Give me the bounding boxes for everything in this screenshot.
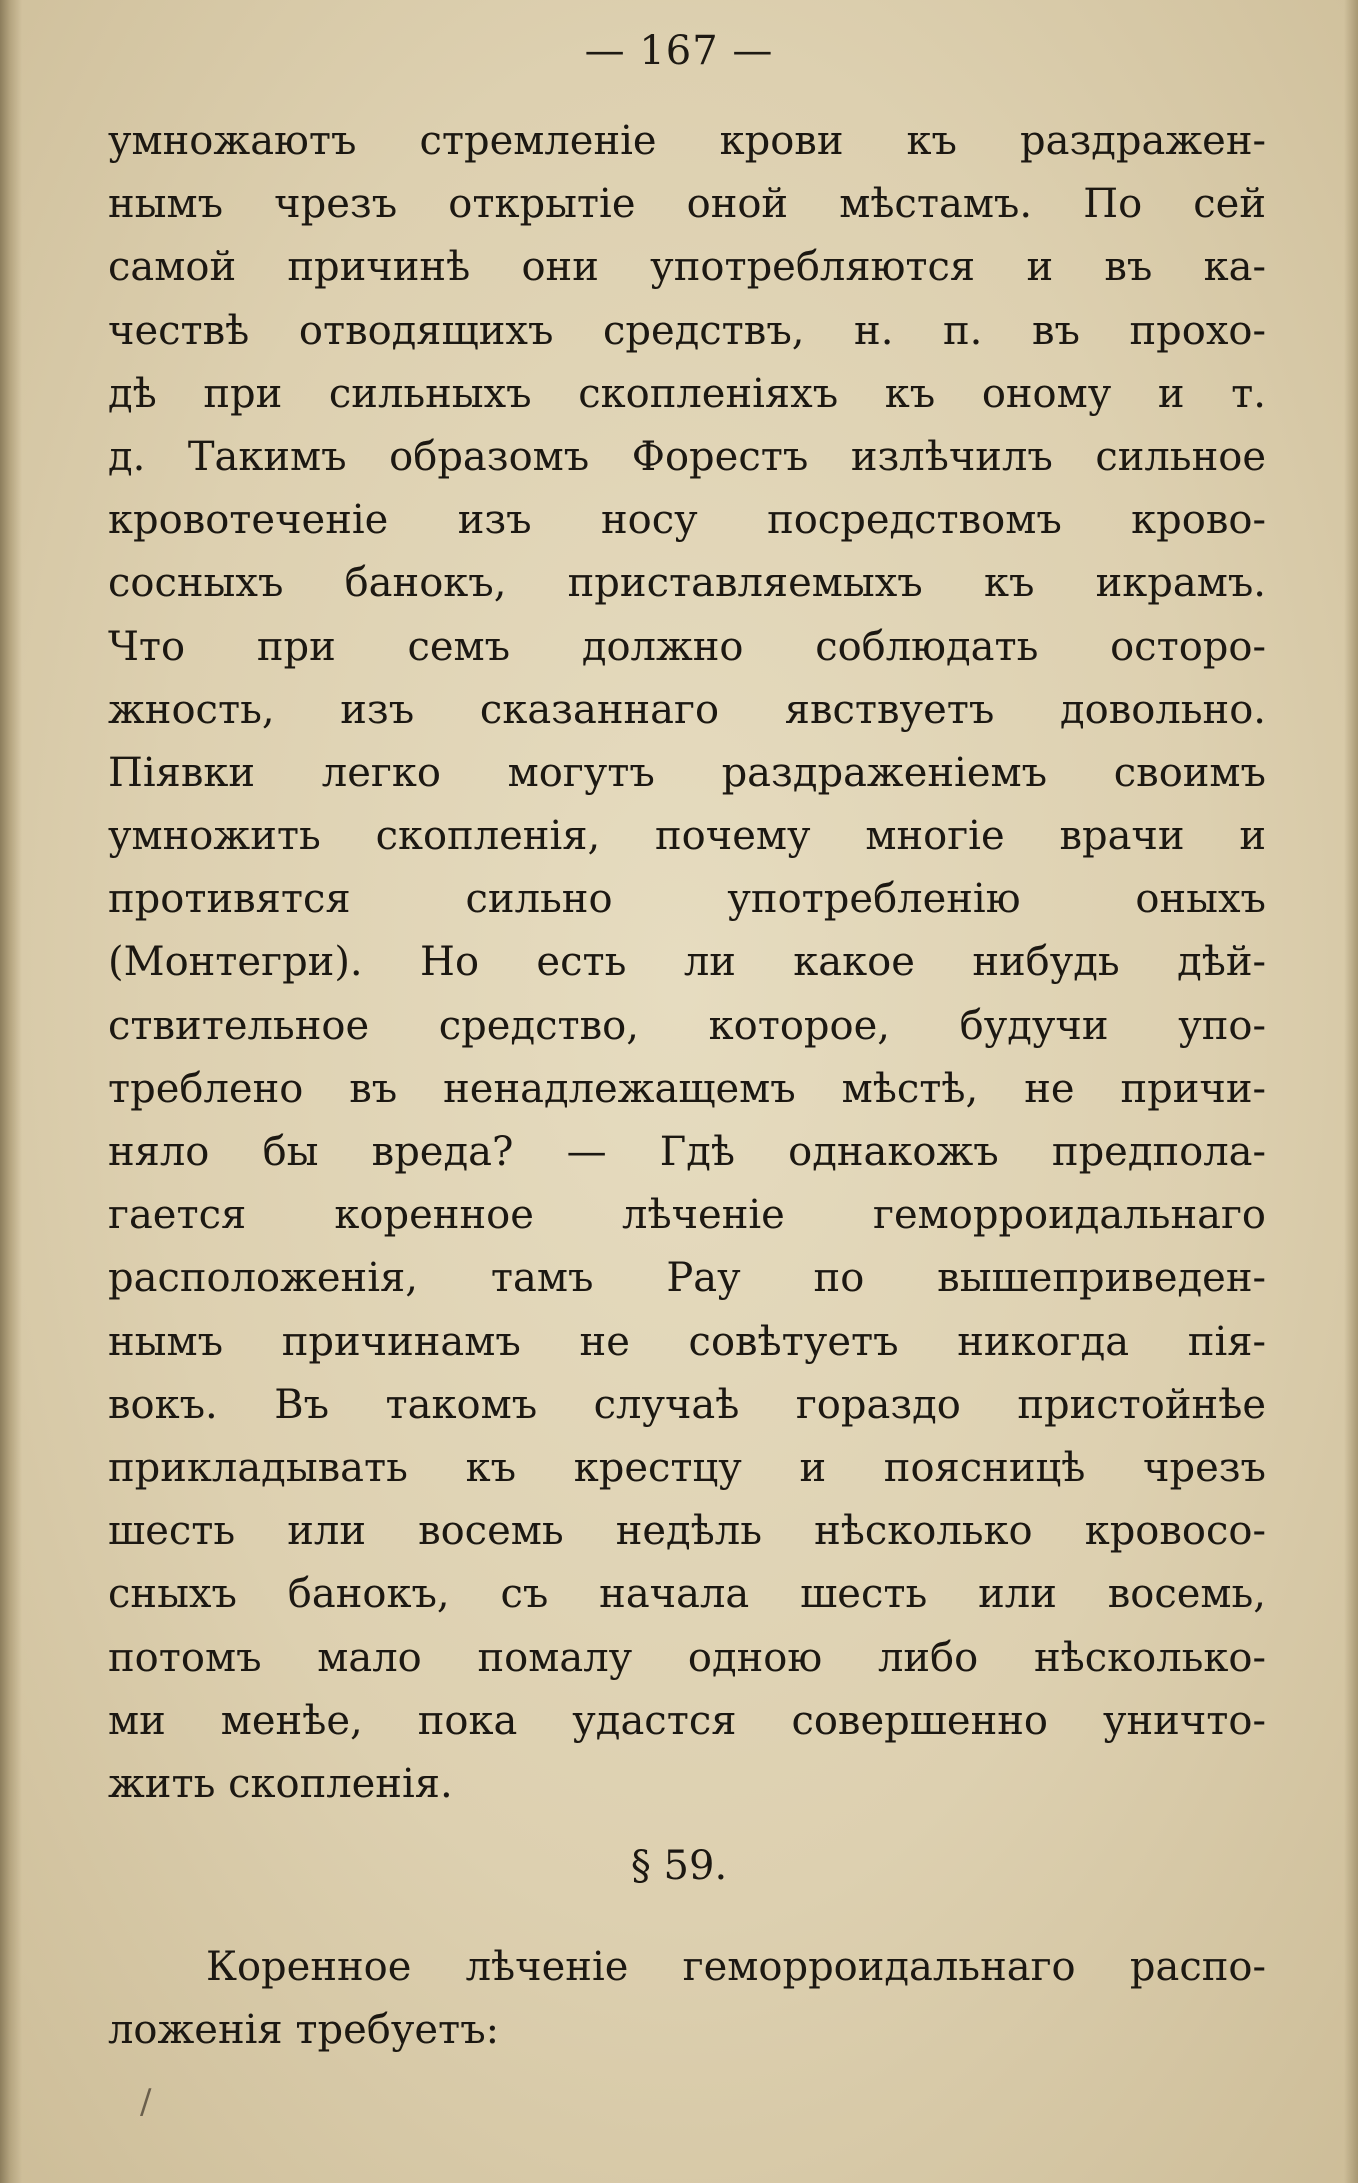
body-line: няло бы вреда? — Гдѣ однакожъ предпола- [108, 1129, 1266, 1175]
body-line: д. Такимъ образомъ Форестъ излѣчилъ сильное [108, 433, 1266, 480]
body-line: умножить скопленія, почему многіе врачи и [108, 813, 1266, 860]
body-line: расположенія, тамъ Рау по вышеприведен- [108, 1255, 1266, 1302]
body-line: ми менѣе, пока удастся совершенно уничто- [108, 1697, 1266, 1744]
body-line: кровотеченіе изъ носу посредствомъ крово- [108, 497, 1266, 544]
body-line: жить скопленія. [108, 1760, 453, 1807]
body-line: дѣ при сильныхъ скопленіяхъ къ оному и т. [108, 370, 1266, 417]
body-line: потомъ мало помалу одною либо нѣсколько- [108, 1634, 1266, 1681]
body-line: треблено въ ненадлежащемъ мѣстѣ, не причи- [108, 1065, 1266, 1112]
body-line: умножаютъ стремленіе крови къ раздражен- [108, 118, 1266, 164]
body-line: ствительное средство, которое, будучи упо- [108, 1002, 1266, 1049]
section-heading: § 59. [630, 1843, 728, 1889]
body-line: (Монтегри). Но есть ли какое нибудь дѣй- [108, 939, 1266, 986]
body-line: сныхъ банокъ, съ начала шесть или восемь, [108, 1571, 1266, 1618]
body-line: гается коренное лѣченіе геморроидальнаго [108, 1192, 1266, 1239]
body-line: нымъ причинамъ не совѣтуетъ никогда пія- [108, 1318, 1266, 1365]
body-line: нымъ чрезъ открытіе оной мѣстамъ. По сей [108, 181, 1266, 228]
body-text [108, 110, 1266, 1816]
body-line: Піявки легко могутъ раздраженіемъ своимъ [108, 749, 1266, 796]
body-line: Что при семъ должно соблюдать осторо- [108, 623, 1266, 670]
body-line: чествѣ отводящихъ средствъ, н. п. въ прохо- [108, 307, 1266, 354]
body-line: противятся сильно употребленію оныхъ [108, 876, 1266, 923]
body-line: прикладывать къ крестцу и поясницѣ чрезъ [108, 1444, 1266, 1491]
body-line: жность, изъ сказаннаго явствуетъ довольно. [108, 686, 1266, 733]
page-number: — 167 — [584, 28, 774, 74]
body-line: шесть или восемь недѣль нѣсколько кровосо- [108, 1508, 1266, 1555]
body-line: вокъ. Въ такомъ случаѣ гораздо пристойнѣе [108, 1381, 1266, 1428]
body-line: сосныхъ банокъ, приставляемыхъ къ икрамъ. [108, 560, 1266, 607]
section-line: ложенія требуетъ: [108, 2007, 500, 2054]
section-line: Коренное лѣченіе геморроидальнаго распо- [206, 1944, 1266, 1990]
section-text [108, 1936, 1266, 2062]
body-line: самой причинѣ они употребляются и въ ка- [108, 244, 1266, 291]
stray-mark: / [140, 2082, 152, 2122]
